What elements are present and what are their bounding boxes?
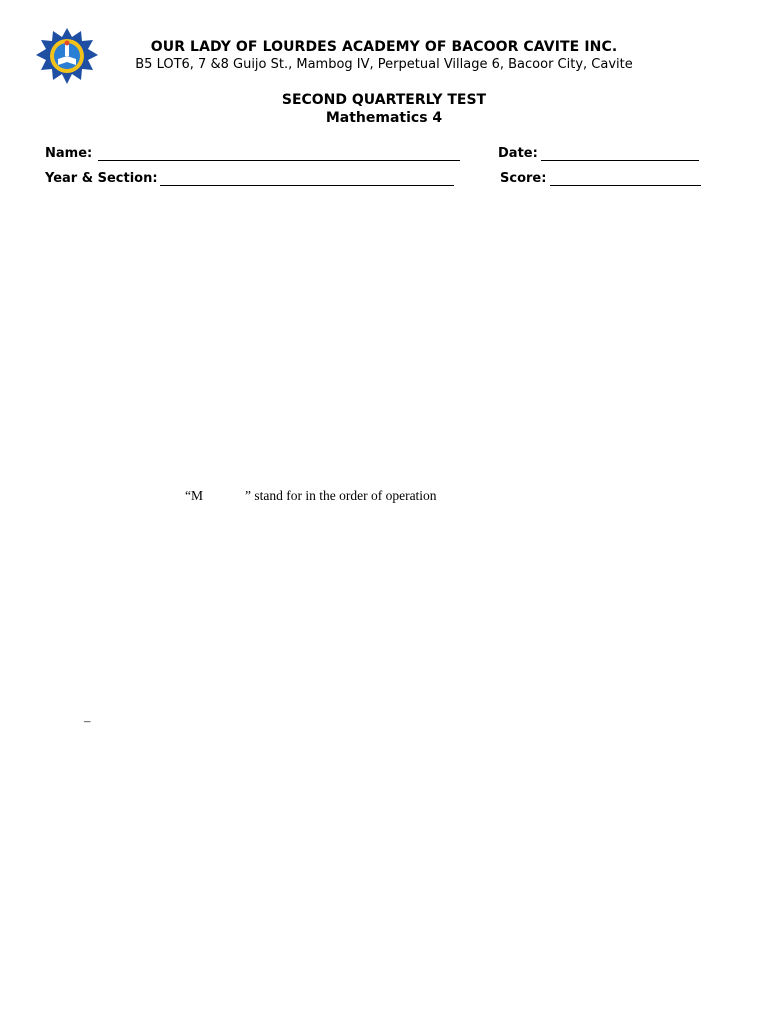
question-text xyxy=(185,488,437,504)
date-field[interactable] xyxy=(541,160,699,161)
question-text-start: “M xyxy=(185,488,203,503)
school-seal-icon xyxy=(34,28,100,84)
seal-flame xyxy=(65,41,70,46)
year-section-label: Year & Section: xyxy=(45,171,158,186)
test-subject: Mathematics 4 xyxy=(325,110,443,126)
school-name: OUR LADY OF LOURDES ACADEMY OF BACOOR CAVITE INC. xyxy=(150,39,618,55)
dash-mark: – xyxy=(84,713,91,728)
school-address: B5 LOT6, 7 &8 Guijo St., Mambog IV, Perpetual Village 6, Bacoor City, Cavite xyxy=(135,57,633,72)
score-field[interactable] xyxy=(550,185,701,186)
name-label: Name: xyxy=(45,146,93,161)
school-logo xyxy=(34,28,100,84)
name-field[interactable] xyxy=(98,160,460,161)
date-label: Date: xyxy=(498,146,538,161)
question-text-end: ” stand for in the order of operation xyxy=(245,488,437,503)
test-title: SECOND QUARTERLY TEST xyxy=(281,92,487,108)
score-label: Score: xyxy=(500,171,547,186)
year-section-field[interactable] xyxy=(160,185,454,186)
seal-torch xyxy=(65,44,69,56)
